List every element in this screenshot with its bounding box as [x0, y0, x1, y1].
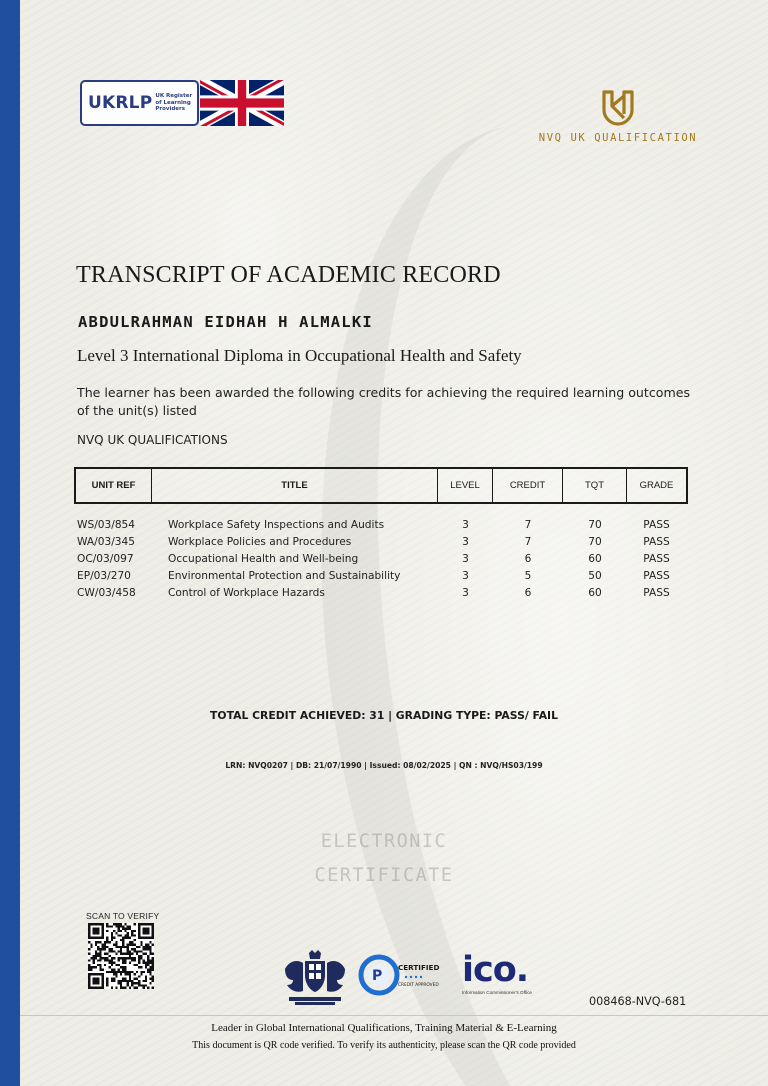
- unit-title: Workplace Policies and Procedures: [168, 535, 352, 548]
- unit-level: 3: [462, 552, 469, 565]
- unit-ref: CW/03/458: [77, 586, 136, 599]
- header-tqt: TQT: [563, 469, 627, 502]
- unit-title: Environmental Protection and Sustainability: [168, 569, 401, 582]
- unit-tqt: 50: [588, 569, 602, 582]
- unit-ref: EP/03/270: [77, 569, 131, 582]
- unit-tqt: 60: [588, 586, 602, 599]
- unit-tqt: 70: [588, 518, 602, 531]
- ico-word: ico.: [462, 950, 529, 990]
- watermark-line-1: ELECTRONIC: [320, 831, 448, 852]
- footer-verification-note: This document is QR code verified. To verify its authenticity, please scan the QR code provided: [192, 1040, 576, 1051]
- table-row: [74, 567, 688, 584]
- award-statement: The learner has been awarded the following credits for achieving the required learning outcomes of the unit(s) listed: [77, 385, 691, 418]
- cpd-approved-text: CREDIT APPROVED: [398, 983, 439, 988]
- unit-grade: PASS: [643, 518, 670, 531]
- ukrlp-mark: UKRLP: [88, 93, 153, 113]
- unit-credit: 6: [524, 586, 532, 599]
- footer-divider: [20, 1015, 768, 1016]
- unit-tqt: 70: [588, 535, 602, 548]
- ukrlp-logo: [80, 80, 199, 126]
- learner-identifiers: LRN: NVQ0207 | DB: 21/07/1990 | Issued: 08/02/2025 | QN : NVQ/HS03/199: [225, 761, 543, 770]
- svg-text:P: P: [372, 968, 383, 984]
- document-title: TRANSCRIPT OF ACADEMIC RECORD: [76, 262, 501, 288]
- uk-flag-icon: [200, 80, 284, 126]
- header-title: TITLE: [152, 469, 438, 502]
- header-credit: CREDIT: [493, 469, 563, 502]
- left-blue-bar: [0, 0, 20, 1086]
- scan-to-verify-label: SCAN TO VERIFY: [86, 911, 160, 921]
- unit-level: 3: [462, 535, 469, 548]
- ukrlp-subtext: UK Register of Learning Providers: [155, 93, 193, 113]
- unit-grade: PASS: [643, 535, 670, 548]
- nvq-shield-icon: [598, 88, 638, 128]
- ico-subtext: Information Commissioner's Office: [462, 990, 532, 995]
- total-credit-summary: TOTAL CREDIT ACHIEVED: 31 | GRADING TYPE: PASS/ FAIL: [210, 709, 558, 722]
- program-title: Level 3 International Diploma in Occupational Health and Safety: [77, 346, 522, 365]
- unit-ref: WA/03/345: [77, 535, 135, 548]
- unit-tqt: 60: [588, 552, 602, 565]
- qr-code-icon[interactable]: [88, 923, 154, 989]
- unit-ref: OC/03/097: [77, 552, 134, 565]
- table-row: [74, 533, 688, 550]
- header-level: LEVEL: [438, 469, 493, 502]
- units-table-header: [74, 467, 688, 504]
- unit-credit: 7: [524, 518, 532, 531]
- watermark-line-2: CERTIFICATE: [314, 865, 454, 886]
- table-row: [74, 584, 688, 601]
- section-label: NVQ UK QUALIFICATIONS: [77, 433, 228, 447]
- table-row: [74, 550, 688, 567]
- learner-name: ABDULRAHMAN EIDHAH H ALMALKI: [78, 313, 373, 331]
- header-unit-ref: UNIT REF: [76, 469, 152, 502]
- electronic-certificate-watermark: [0, 825, 768, 893]
- unit-grade: PASS: [643, 552, 670, 565]
- unit-title: Control of Workplace Hazards: [168, 586, 325, 599]
- unit-level: 3: [462, 518, 469, 531]
- unit-level: 3: [462, 569, 469, 582]
- unit-credit: 5: [524, 569, 532, 582]
- footer-tagline: Leader in Global International Qualifications, Training Material & E-Learning: [211, 1022, 557, 1034]
- unit-grade: PASS: [643, 586, 670, 599]
- table-row: [74, 516, 688, 533]
- cpd-certified-text: CERTIFIED: [398, 963, 440, 972]
- nvq-caption: NVQ UK QUALIFICATION: [538, 132, 698, 144]
- unit-credit: 7: [524, 535, 532, 548]
- cpd-certified-badge: [358, 954, 450, 996]
- certificate-serial: 008468-NVQ-681: [589, 995, 687, 1008]
- header-grade: GRADE: [639, 480, 674, 491]
- units-table-body: [74, 516, 688, 601]
- unit-grade: PASS: [643, 569, 670, 582]
- unit-title: Workplace Safety Inspections and Audits: [168, 518, 385, 531]
- ico-logo: [462, 952, 548, 1000]
- unit-level: 3: [462, 586, 469, 599]
- royal-crest-icon: [279, 949, 351, 1007]
- unit-credit: 6: [524, 552, 532, 565]
- unit-ref: WS/03/854: [77, 518, 136, 531]
- unit-title: Occupational Health and Well-being: [168, 552, 359, 565]
